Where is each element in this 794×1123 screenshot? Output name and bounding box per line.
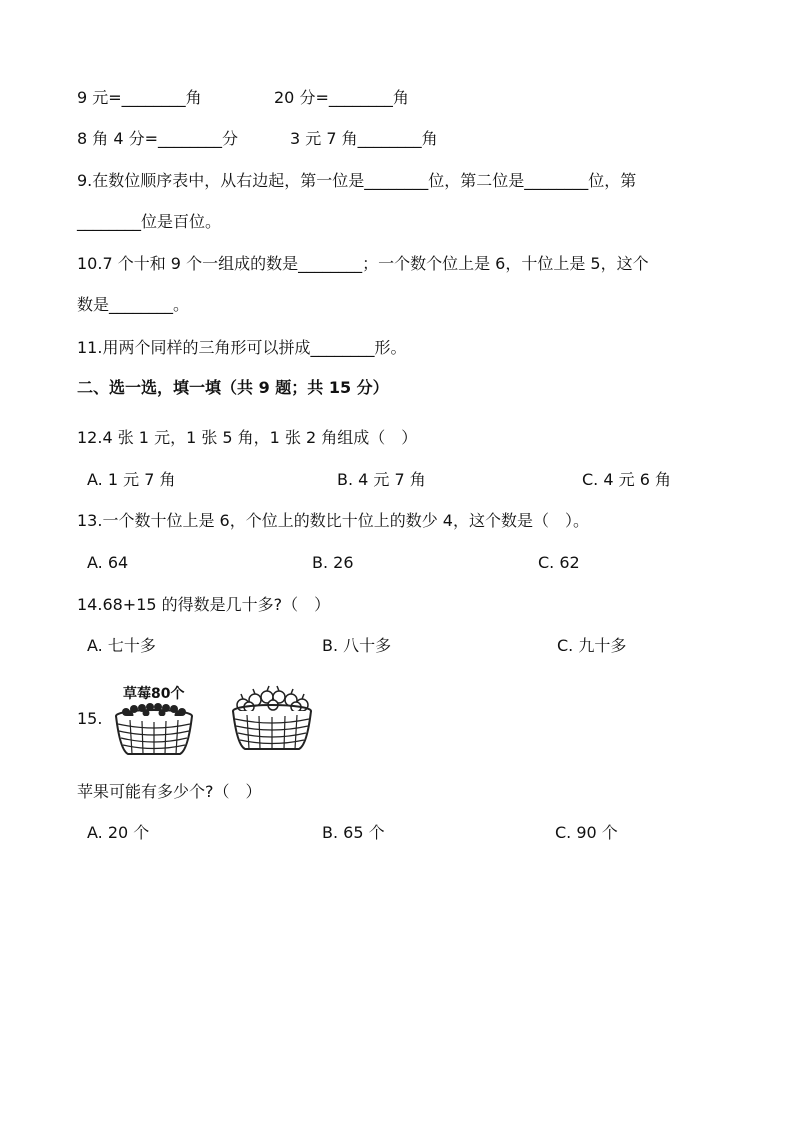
question-11: 11.用两个同样的三角形可以拼成________形。 bbox=[77, 338, 407, 357]
question-13: 13.一个数十位上是 6，个位上的数比十位上的数少 4，这个数是（ ）。 bbox=[77, 511, 589, 530]
q8-line2-part1: 8 角 4 分=________分 bbox=[77, 129, 239, 148]
q13-option-c: C. 62 bbox=[538, 553, 580, 572]
q12-option-c: C. 4 元 6 角 bbox=[582, 470, 671, 489]
q8-line1-part1: 9 元=________角 bbox=[77, 88, 202, 107]
q8-line1-part2: 20 分=________角 bbox=[274, 88, 409, 107]
strawberry-label: 草莓80个 bbox=[123, 686, 185, 702]
q13-option-a: A. 64 bbox=[87, 553, 129, 572]
q8-line2-part2: 3 元 7 角________角 bbox=[290, 129, 438, 148]
question-9-line2: ________位是百位。 bbox=[77, 212, 222, 231]
q15-option-c: C. 90 个 bbox=[555, 823, 618, 842]
q12-option-b: B. 4 元 7 角 bbox=[337, 470, 426, 489]
question-9-line1: 9.在数位顺序表中，从右边起，第一位是________位，第二位是________位，第 bbox=[77, 171, 637, 190]
q13-option-b: B. 26 bbox=[312, 553, 354, 572]
question-15-prompt: 苹果可能有多少个?（ ） bbox=[77, 782, 262, 801]
question-15-number: 15. bbox=[77, 709, 103, 728]
question-12: 12.4 张 1 元，1 张 5 角，1 张 2 角组成（ ） bbox=[77, 428, 418, 447]
q15-option-b: B. 65 个 bbox=[322, 823, 385, 842]
q12-option-a: A. 1 元 7 角 bbox=[87, 470, 176, 489]
strawberry-basket-icon bbox=[112, 700, 196, 758]
section-2-heading: 二、选一选，填一填（共 9 题；共 15 分） bbox=[77, 378, 389, 397]
question-10-line2: 数是________。 bbox=[77, 295, 190, 314]
question-14: 14.68+15 的得数是几十多?（ ） bbox=[77, 595, 331, 614]
q15-option-a: A. 20 个 bbox=[87, 823, 150, 842]
question-10-line1: 10.7 个十和 9 个一组成的数是________；一个数个位上是 6，十位上是 5，这个 bbox=[77, 254, 649, 273]
apple-basket-icon bbox=[229, 685, 315, 753]
q14-option-c: C. 九十多 bbox=[557, 636, 627, 655]
q14-option-a: A. 七十多 bbox=[87, 636, 156, 655]
q14-option-b: B. 八十多 bbox=[322, 636, 392, 655]
